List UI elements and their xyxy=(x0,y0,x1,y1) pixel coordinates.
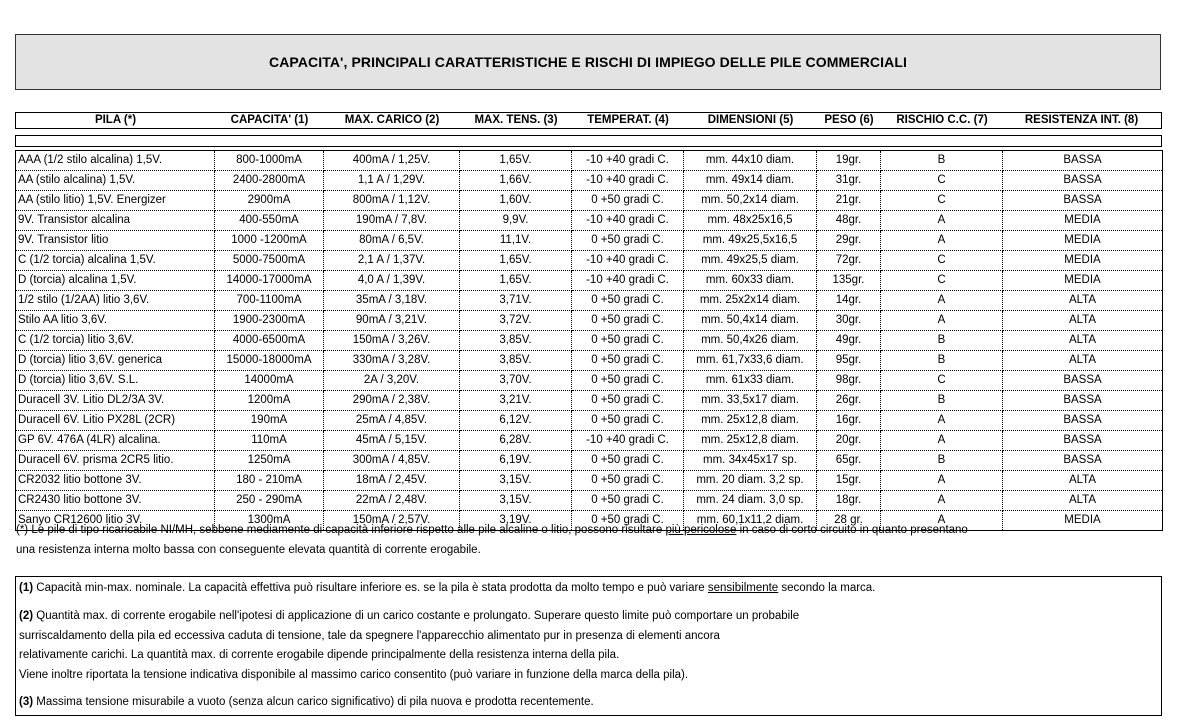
cell-capacita: 190mA xyxy=(215,411,324,431)
cell-dimensioni: mm. 25x2x14 diam. xyxy=(684,291,817,311)
cell-max-carico: 800mA / 1,12V. xyxy=(324,191,460,211)
cell-temperat: 0 +50 gradi C. xyxy=(572,231,684,251)
cell-dimensioni: mm. 24 diam. 3,0 sp. xyxy=(684,491,817,511)
cell-pila: D (torcia) litio 3,6V. generica xyxy=(16,351,215,371)
table-row xyxy=(16,151,1163,171)
note-2-line-4: Viene inoltre riportata la tensione indicativa disponibile al massimo carico consentito (può variare in funzione della marca della pila). xyxy=(19,669,689,681)
note-2-line-3: relativamente carichi. La quantità max. di corrente erogabile dipende principalmente della resistenza interna della pila. xyxy=(19,649,620,661)
cell-pila: 9V. Transistor alcalina xyxy=(16,211,215,231)
table-row xyxy=(16,311,1163,331)
cell-pila: AAA (1/2 stilo alcalina) 1,5V. xyxy=(16,151,215,171)
cell-max-tens: 1,66V. xyxy=(460,171,572,191)
cell-peso: 26gr. xyxy=(817,391,881,411)
cell-pila: Duracell 3V. Litio DL2/3A 3V. xyxy=(16,391,215,411)
cell-dimensioni: mm. 25x12,8 diam. xyxy=(684,411,817,431)
cell-temperat: -10 +40 gradi C. xyxy=(572,171,684,191)
cell-max-carico: 90mA / 3,21V. xyxy=(324,311,460,331)
cell-dimensioni: mm. 50,4x14 diam. xyxy=(684,311,817,331)
table-row xyxy=(16,411,1163,431)
cell-rischio: A xyxy=(881,291,1003,311)
cell-capacita: 110mA xyxy=(215,431,324,451)
cell-rischio: A xyxy=(881,431,1003,451)
cell-max-carico: 1,1 A / 1,29V. xyxy=(324,171,460,191)
cell-max-tens: 3,85V. xyxy=(460,331,572,351)
cell-max-tens: 6,19V. xyxy=(460,451,572,471)
cell-temperat: 0 +50 gradi C. xyxy=(572,371,684,391)
cell-pila: Sanyo CR12600 litio 3V. xyxy=(16,511,215,531)
cell-pila: CR2430 litio bottone 3V. xyxy=(16,491,215,511)
cell-resistenza: BASSA xyxy=(1003,451,1163,471)
cell-temperat: -10 +40 gradi C. xyxy=(572,271,684,291)
cell-rischio: B xyxy=(881,451,1003,471)
cell-rischio: B xyxy=(881,351,1003,371)
cell-rischio: B xyxy=(881,391,1003,411)
table-row xyxy=(16,271,1163,291)
cell-max-carico: 22mA / 2,48V. xyxy=(324,491,460,511)
cell-temperat: 0 +50 gradi C. xyxy=(572,331,684,351)
cell-peso: 18gr. xyxy=(817,491,881,511)
cell-pila: Duracell 6V. prisma 2CR5 litio. xyxy=(16,451,215,471)
cell-temperat: 0 +50 gradi C. xyxy=(572,511,684,531)
table-row xyxy=(16,191,1163,211)
cell-temperat: 0 +50 gradi C. xyxy=(572,411,684,431)
cell-capacita: 2400-2800mA xyxy=(215,171,324,191)
cell-max-tens: 6,12V. xyxy=(460,411,572,431)
cell-peso: 65gr. xyxy=(817,451,881,471)
cell-temperat: 0 +50 gradi C. xyxy=(572,391,684,411)
cell-capacita: 700-1100mA xyxy=(215,291,324,311)
cell-dimensioni: mm. 50,2x14 diam. xyxy=(684,191,817,211)
cell-dimensioni: mm. 49x25,5 diam. xyxy=(684,251,817,271)
cell-dimensioni: mm. 34x45x17 sp. xyxy=(684,451,817,471)
cell-peso: 72gr. xyxy=(817,251,881,271)
cell-capacita: 15000-18000mA xyxy=(215,351,324,371)
notes-box xyxy=(15,576,1162,716)
cell-rischio: A xyxy=(881,511,1003,531)
cell-rischio: C xyxy=(881,271,1003,291)
cell-temperat: -10 +40 gradi C. xyxy=(572,431,684,451)
cell-resistenza: BASSA xyxy=(1003,171,1163,191)
cell-rischio: C xyxy=(881,251,1003,271)
cell-pila: C (1/2 torcia) alcalina 1,5V. xyxy=(16,251,215,271)
cell-resistenza: MEDIA xyxy=(1003,251,1163,271)
cell-rischio: B xyxy=(881,151,1003,171)
cell-max-tens: 3,71V. xyxy=(460,291,572,311)
cell-resistenza: ALTA xyxy=(1003,331,1163,351)
header-max-carico: MAX. CARICO (2) xyxy=(344,114,440,126)
table-row xyxy=(16,211,1163,231)
cell-peso: 29gr. xyxy=(817,231,881,251)
footnote-line-2: una resistenza interna molto bassa con conseguente elevata quantità di corrente erogabile. xyxy=(16,544,481,556)
header-capacita: CAPACITA' (1) xyxy=(230,114,309,126)
cell-max-carico: 150mA / 2,57V. xyxy=(324,511,460,531)
cell-capacita: 180 - 210mA xyxy=(215,471,324,491)
cell-dimensioni: mm. 33,5x17 diam. xyxy=(684,391,817,411)
cell-resistenza: ALTA xyxy=(1003,471,1163,491)
cell-resistenza: BASSA xyxy=(1003,371,1163,391)
cell-pila: Duracell 6V. Litio PX28L (2CR) xyxy=(16,411,215,431)
cell-max-carico: 45mA / 5,15V. xyxy=(324,431,460,451)
cell-max-tens: 1,65V. xyxy=(460,151,572,171)
title-box xyxy=(15,34,1161,90)
cell-dimensioni: mm. 48x25x16,5 xyxy=(684,211,817,231)
cell-max-carico: 2,1 A / 1,37V. xyxy=(324,251,460,271)
cell-rischio: A xyxy=(881,411,1003,431)
cell-resistenza: BASSA xyxy=(1003,391,1163,411)
cell-max-carico: 400mA / 1,25V. xyxy=(324,151,460,171)
cell-dimensioni: mm. 49x14 diam. xyxy=(684,171,817,191)
table-row xyxy=(16,451,1163,471)
cell-max-tens: 3,85V. xyxy=(460,351,572,371)
cell-peso: 15gr. xyxy=(817,471,881,491)
cell-temperat: 0 +50 gradi C. xyxy=(572,291,684,311)
cell-capacita: 1250mA xyxy=(215,451,324,471)
cell-rischio: C xyxy=(881,191,1003,211)
cell-capacita: 2900mA xyxy=(215,191,324,211)
cell-resistenza: BASSA xyxy=(1003,151,1163,171)
cell-max-tens: 3,15V. xyxy=(460,471,572,491)
cell-pila: Stilo AA litio 3,6V. xyxy=(16,311,215,331)
cell-dimensioni: mm. 25x12,8 diam. xyxy=(684,431,817,451)
cell-max-tens: 3,15V. xyxy=(460,491,572,511)
cell-resistenza: ALTA xyxy=(1003,491,1163,511)
cell-peso: 135gr. xyxy=(817,271,881,291)
cell-max-carico: 150mA / 3,26V. xyxy=(324,331,460,351)
cell-capacita: 14000-17000mA xyxy=(215,271,324,291)
cell-max-tens: 9,9V. xyxy=(460,211,572,231)
cell-rischio: A xyxy=(881,211,1003,231)
cell-max-tens: 1,65V. xyxy=(460,271,572,291)
cell-resistenza: BASSA xyxy=(1003,411,1163,431)
cell-max-carico: 35mA / 3,18V. xyxy=(324,291,460,311)
cell-peso: 98gr. xyxy=(817,371,881,391)
cell-pila: D (torcia) alcalina 1,5V. xyxy=(16,271,215,291)
cell-max-tens: 1,60V. xyxy=(460,191,572,211)
note-2-line-2: surriscaldamento della pila ed eccessiva caduta di tensione, tale da spegnere l'apparecchio alimentato pur in presenza di elementi ancora xyxy=(19,630,720,642)
table-row xyxy=(16,391,1163,411)
cell-temperat: -10 +40 gradi C. xyxy=(572,211,684,231)
cell-pila: 9V. Transistor litio xyxy=(16,231,215,251)
cell-resistenza: ALTA xyxy=(1003,311,1163,331)
header-temperat: TEMPERAT. (4) xyxy=(587,114,669,126)
cell-dimensioni: mm. 60,1x11,2 diam. xyxy=(684,511,817,531)
cell-resistenza: MEDIA xyxy=(1003,511,1163,531)
cell-capacita: 1300mA xyxy=(215,511,324,531)
cell-peso: 48gr. xyxy=(817,211,881,231)
header-rischio: RISCHIO C.C. (7) xyxy=(896,114,988,126)
cell-resistenza: MEDIA xyxy=(1003,271,1163,291)
header-resistenza: RESISTENZA INT. (8) xyxy=(1024,114,1139,126)
cell-peso: 31gr. xyxy=(817,171,881,191)
cell-max-tens: 11,1V. xyxy=(460,231,572,251)
cell-resistenza: MEDIA xyxy=(1003,231,1163,251)
cell-temperat: -10 +40 gradi C. xyxy=(572,251,684,271)
footnote-line-1: (*) Le pile di tipo ricaricabile NI/MH, sebbene mediamente di capacità inferiore rispetto alle pile alcaline o litio, possono risultare più pericolose in caso di corto circuito in quanto presentano xyxy=(16,524,968,536)
note-1: (1) Capacità min-max. nominale. La capacità effettiva può risultare inferiore es. se la pila è stata prodotta da molto tempo e può variare sensibilmente secondo la marca. xyxy=(19,582,876,594)
cell-max-tens: 3,70V. xyxy=(460,371,572,391)
header-spacer xyxy=(15,135,1162,147)
cell-pila: CR2032 litio bottone 3V. xyxy=(16,471,215,491)
cell-dimensioni: mm. 49x25,5x16,5 xyxy=(684,231,817,251)
cell-peso: 19gr. xyxy=(817,151,881,171)
table-row xyxy=(16,251,1163,271)
page-title: CAPACITA', PRINCIPALI CARATTERISTICHE E RISCHI DI IMPIEGO DELLE PILE COMMERCIALI xyxy=(269,54,907,70)
cell-capacita: 250 - 290mA xyxy=(215,491,324,511)
cell-peso: 21gr. xyxy=(817,191,881,211)
cell-capacita: 4000-6500mA xyxy=(215,331,324,351)
note-2-line-1: (2) Quantità max. di corrente erogabile nell'ipotesi di applicazione di un carico costante e prolungato. Superare questo limite può comportare un probabile xyxy=(19,610,800,622)
cell-max-carico: 2A / 3,20V. xyxy=(324,371,460,391)
cell-resistenza: ALTA xyxy=(1003,351,1163,371)
cell-rischio: A xyxy=(881,471,1003,491)
cell-rischio: C xyxy=(881,171,1003,191)
cell-capacita: 800-1000mA xyxy=(215,151,324,171)
cell-max-carico: 300mA / 4,85V. xyxy=(324,451,460,471)
table-row xyxy=(16,371,1163,391)
cell-max-tens: 6,28V. xyxy=(460,431,572,451)
cell-dimensioni: mm. 60x33 diam. xyxy=(684,271,817,291)
cell-peso: 49gr. xyxy=(817,331,881,351)
battery-table xyxy=(15,150,1163,531)
cell-temperat: 0 +50 gradi C. xyxy=(572,311,684,331)
table-header xyxy=(15,112,1162,129)
cell-rischio: B xyxy=(881,331,1003,351)
table-row xyxy=(16,231,1163,251)
table-row xyxy=(16,171,1163,191)
cell-peso: 28 gr. xyxy=(817,511,881,531)
cell-pila: GP 6V. 476A (4LR) alcalina. xyxy=(16,431,215,451)
cell-temperat: 0 +50 gradi C. xyxy=(572,191,684,211)
cell-max-carico: 80mA / 6,5V. xyxy=(324,231,460,251)
cell-capacita: 5000-7500mA xyxy=(215,251,324,271)
cell-capacita: 1200mA xyxy=(215,391,324,411)
cell-capacita: 1900-2300mA xyxy=(215,311,324,331)
note-3: (3) Massima tensione misurabile a vuoto (senza alcun carico significativo) di pila nuova e prodotta recentemente. xyxy=(19,696,594,708)
cell-dimensioni: mm. 50,4x26 diam. xyxy=(684,331,817,351)
cell-dimensioni: mm. 61,7x33,6 diam. xyxy=(684,351,817,371)
cell-max-tens: 1,65V. xyxy=(460,251,572,271)
table-row xyxy=(16,491,1163,511)
cell-temperat: 0 +50 gradi C. xyxy=(572,471,684,491)
cell-rischio: C xyxy=(881,371,1003,391)
cell-peso: 20gr. xyxy=(817,431,881,451)
cell-resistenza: MEDIA xyxy=(1003,211,1163,231)
cell-temperat: 0 +50 gradi C. xyxy=(572,451,684,471)
cell-max-tens: 3,21V. xyxy=(460,391,572,411)
cell-max-carico: 190mA / 7,8V. xyxy=(324,211,460,231)
cell-max-tens: 3,19V. xyxy=(460,511,572,531)
cell-rischio: A xyxy=(881,311,1003,331)
cell-pila: 1/2 stilo (1/2AA) litio 3,6V. xyxy=(16,291,215,311)
header-peso: PESO (6) xyxy=(824,114,874,126)
cell-max-carico: 290mA / 2,38V. xyxy=(324,391,460,411)
cell-pila: C (1/2 torcia) litio 3,6V. xyxy=(16,331,215,351)
cell-rischio: A xyxy=(881,231,1003,251)
cell-resistenza: BASSA xyxy=(1003,191,1163,211)
header-dimensioni: DIMENSIONI (5) xyxy=(707,114,794,126)
cell-dimensioni: mm. 61x33 diam. xyxy=(684,371,817,391)
cell-dimensioni: mm. 20 diam. 3,2 sp. xyxy=(684,471,817,491)
table-row xyxy=(16,351,1163,371)
cell-pila: D (torcia) litio 3,6V. S.L. xyxy=(16,371,215,391)
cell-max-carico: 25mA / 4,85V. xyxy=(324,411,460,431)
header-pila: PILA (*) xyxy=(94,114,137,126)
cell-max-carico: 330mA / 3,28V. xyxy=(324,351,460,371)
cell-capacita: 1000 -1200mA xyxy=(215,231,324,251)
cell-temperat: 0 +50 gradi C. xyxy=(572,351,684,371)
cell-resistenza: ALTA xyxy=(1003,291,1163,311)
cell-rischio: A xyxy=(881,491,1003,511)
table-row xyxy=(16,431,1163,451)
cell-max-tens: 3,72V. xyxy=(460,311,572,331)
cell-peso: 95gr. xyxy=(817,351,881,371)
cell-capacita: 400-550mA xyxy=(215,211,324,231)
cell-resistenza: BASSA xyxy=(1003,431,1163,451)
cell-pila: AA (stilo alcalina) 1,5V. xyxy=(16,171,215,191)
table-row xyxy=(16,291,1163,311)
table-row xyxy=(16,471,1163,491)
cell-peso: 14gr. xyxy=(817,291,881,311)
header-max-tens: MAX. TENS. (3) xyxy=(474,114,558,126)
cell-temperat: -10 +40 gradi C. xyxy=(572,151,684,171)
cell-dimensioni: mm. 44x10 diam. xyxy=(684,151,817,171)
cell-capacita: 14000mA xyxy=(215,371,324,391)
cell-peso: 16gr. xyxy=(817,411,881,431)
cell-pila: AA (stilo litio) 1,5V. Energizer xyxy=(16,191,215,211)
cell-peso: 30gr. xyxy=(817,311,881,331)
cell-max-carico: 18mA / 2,45V. xyxy=(324,471,460,491)
cell-max-carico: 4,0 A / 1,39V. xyxy=(324,271,460,291)
cell-temperat: 0 +50 gradi C. xyxy=(572,491,684,511)
table-row xyxy=(16,331,1163,351)
